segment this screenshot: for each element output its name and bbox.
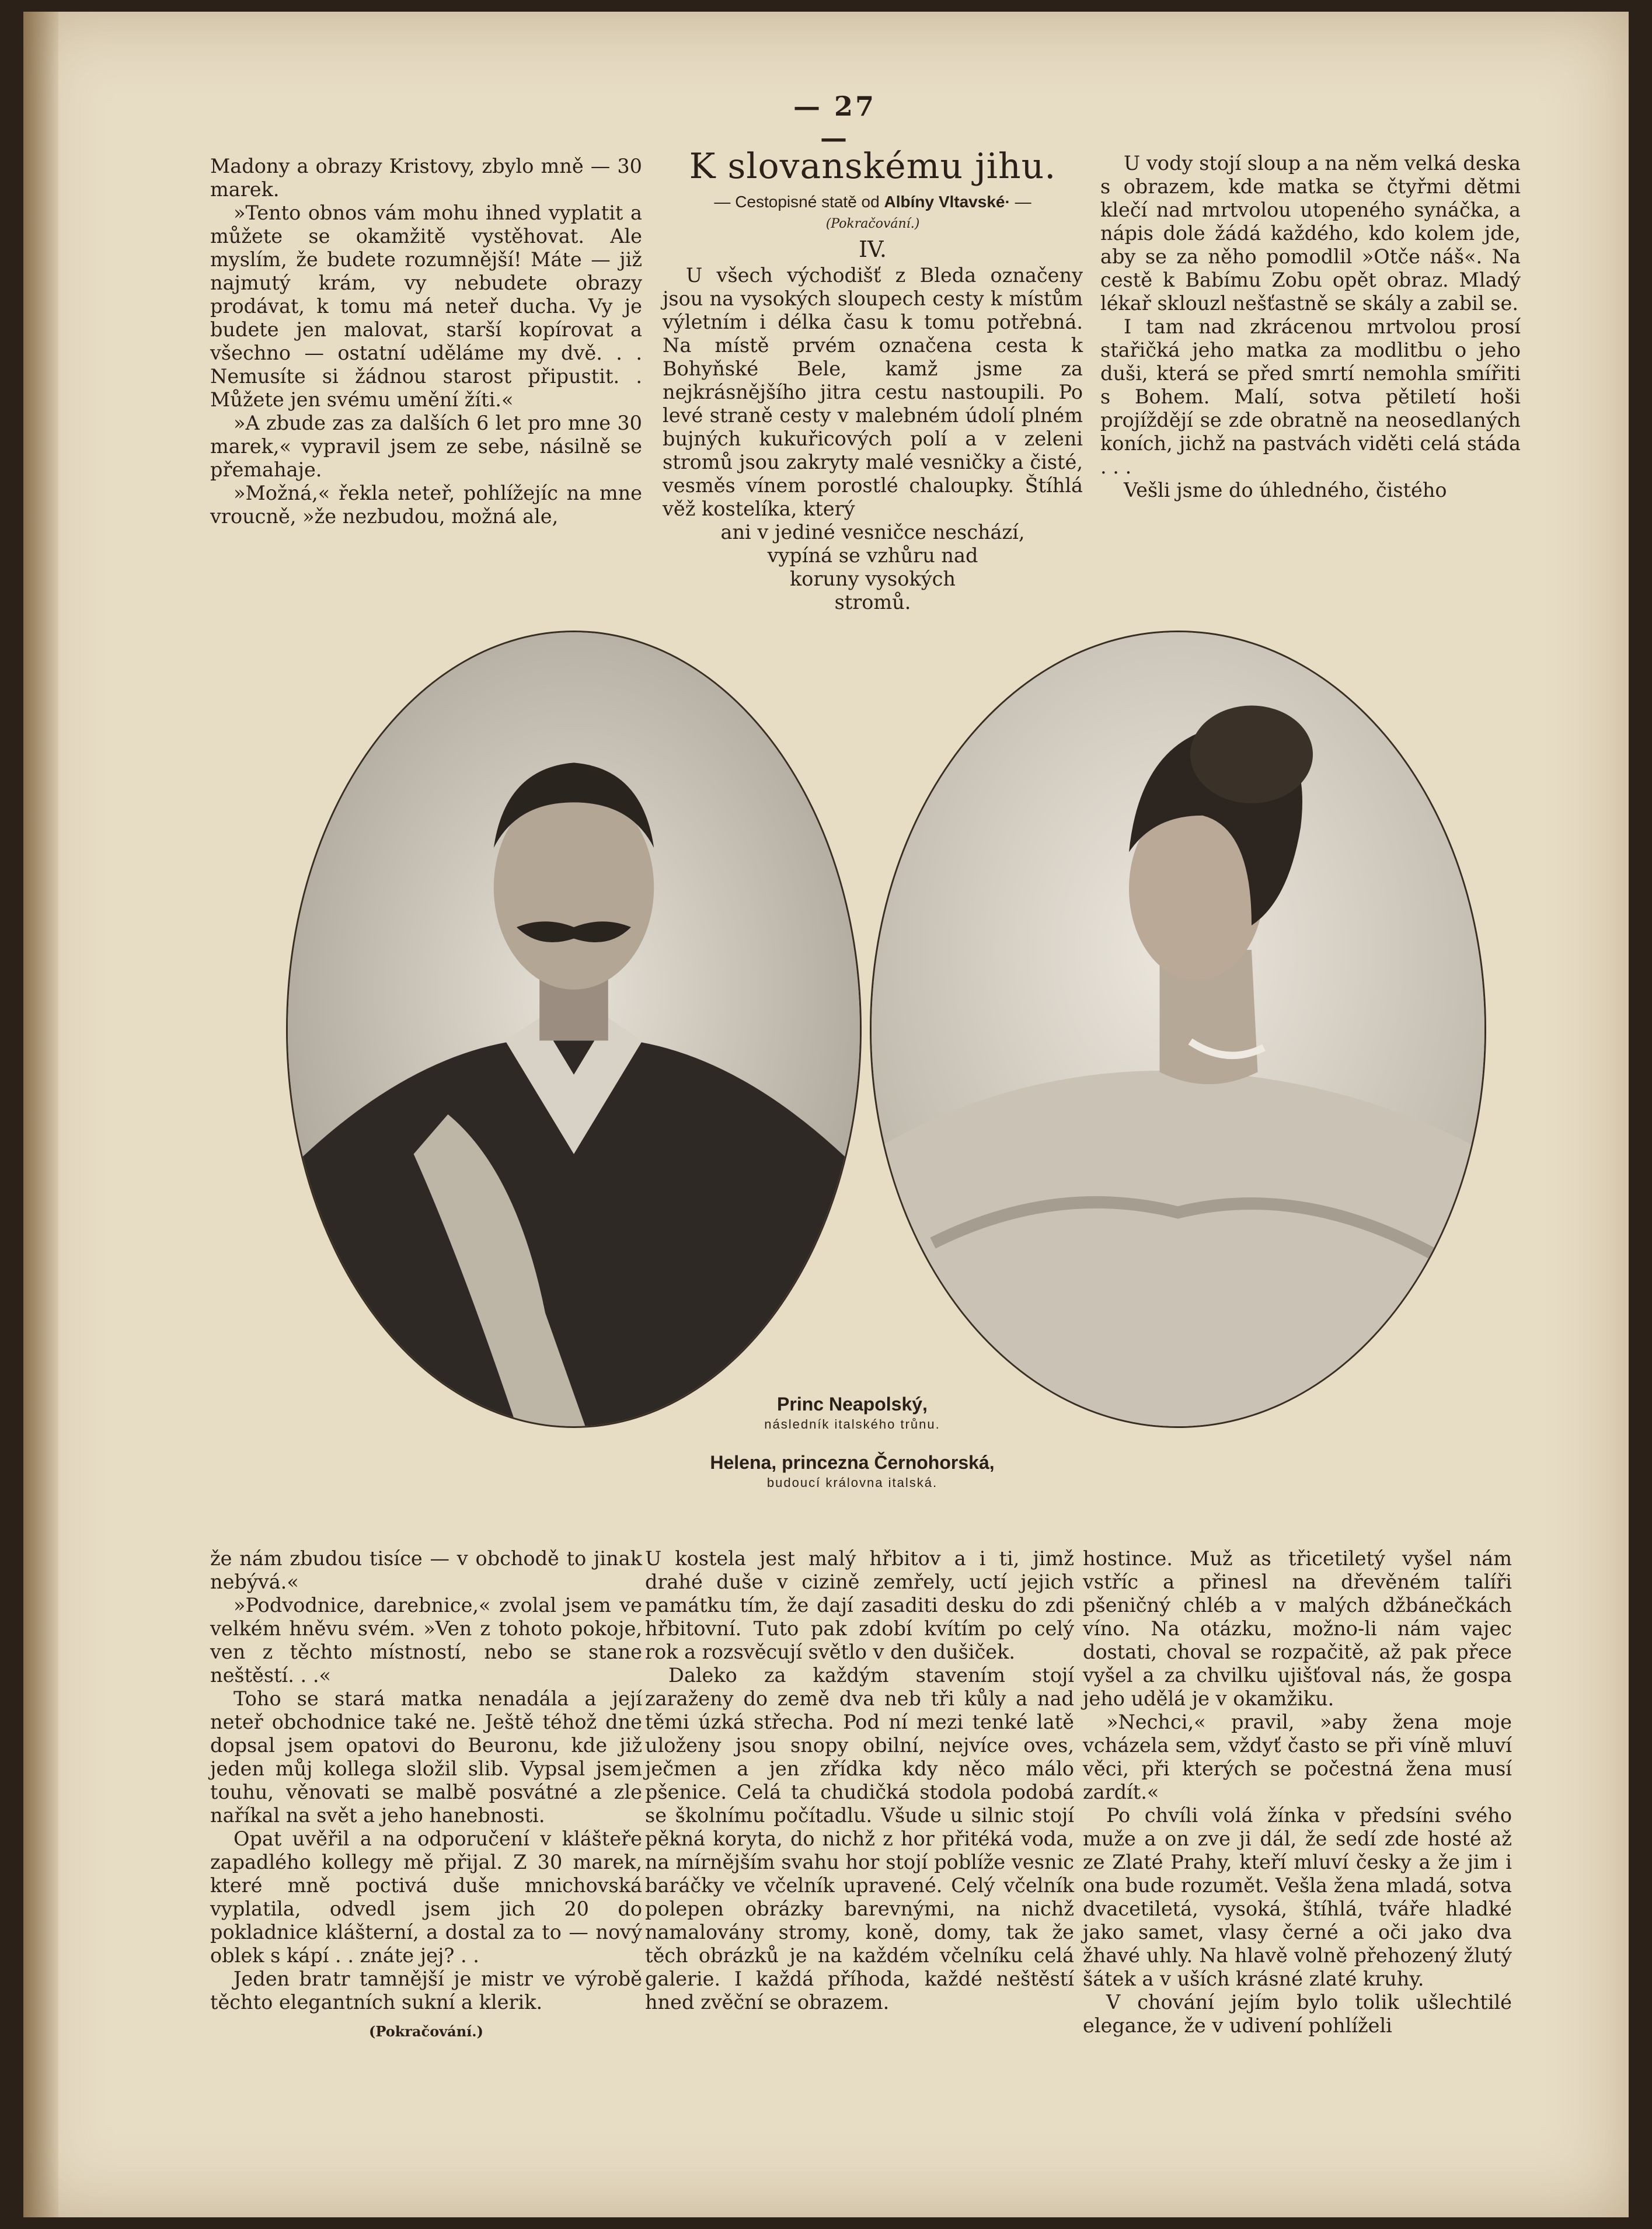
princess-role: budoucí královna italská.: [766, 1475, 938, 1490]
paragraph: Jeden bratr tamnější je mistr ve výrobě těchto elegantních sukní a klerik.: [210, 1967, 642, 2014]
paragraph: že nám zbudou tisíce — v obchodě to jinak nebývá.«: [210, 1547, 642, 1593]
column-1-bottom: [210, 1547, 642, 2043]
paragraph: »A zbude zas za dalších 6 let pro mne 30 marek,« vypravil jsem ze sebe, násilně se přemahaje.: [210, 412, 642, 481]
paragraph: U kostela jest malý hřbitov a i ti, jimž drahé duše v cizině zemřely, uctí jejich památku tím, že dají zasaditi desku do zdi hřbitovní. Tuto pak zdobí kvítím po celý rok a rozsvěcují světlo v den dušiček.: [645, 1547, 1074, 1663]
taper-line: ani v jediné vesničce neschází,: [720, 521, 1025, 544]
subtitle-prefix: — Cestopisné statě od: [714, 193, 880, 211]
binding-gutter: [23, 12, 58, 2217]
paragraph: »Možná,« řekla neteř, pohlížejíc na mne vroucně, »že nezbudou, možná ale,: [210, 482, 642, 528]
princess-photo: [872, 632, 1484, 1426]
subtitle-suffix: —: [1015, 193, 1031, 211]
subtitle-author: Albíny Vltavské·: [884, 193, 1010, 211]
paragraph: U všech východišť z Bleda označeny jsou na vysokých sloupech cesty k místům výletním i délka času k tomu potřebná. Na místě prvém označena cesta k Bohyňské Bele, kamž jsme za nejkrásnějšího jitra cestu nastoupili. Po levé straně cesty v malebném údolí plném bujných kukuřicových polí a v zeleni stromů jsou zakryty malé vesničky a čisté, vesměs vínem porostlé chaloupky. Štíhlá věž kostelíka, který: [663, 264, 1083, 520]
article-column-2-top: [663, 146, 1083, 614]
article-subtitle: [663, 190, 1083, 214]
prince-name: Princ Neapolský,: [777, 1394, 928, 1415]
page-number: — 27 —: [793, 90, 877, 154]
paragraph: »Nechci,« pravil, »aby žena moje vcházela sem, vždyť často se při víně mluví věci, při kterých se počestná žena musí zardít.«: [1083, 1711, 1512, 1803]
portrait-princess: [870, 631, 1486, 1428]
paragraph: Madony a obrazy Kristovy, zbylo mně — 30 marek.: [210, 155, 642, 201]
prince-photo: [288, 632, 860, 1426]
taper-line: vypíná se vzhůru nad: [767, 544, 978, 567]
article-column-2-bottom: [645, 1547, 1074, 2014]
taper-line: koruny vysokých: [790, 567, 956, 590]
caption-prince: [665, 1392, 1039, 1433]
chapter-number: IV.: [859, 236, 887, 262]
paragraph: Po chvíli volá žínka v předsíni svého muže a on zve ji dál, že sedí zde hosté až ze Zlaté Prahy, kteří mluví česky a že jim i ona bude rozumět. Vešla žena mladá, sotva dvacetiletá, vysoká, štíhlá, tváře hladké jako samet, vlasy černé a oči jako dva žhavé uhly. Na hlavě volně přehozený žlutý šátek a v uších krásné zlaté kruhy.: [1083, 1804, 1512, 1990]
princess-name: Helena, princezna Černohorská,: [710, 1452, 995, 1473]
column-1-top: [210, 155, 642, 528]
paragraph: Vešli jsme do úhledného, čistého: [1124, 479, 1447, 501]
article-column-3-bottom: [1083, 1547, 1512, 2038]
paragraph: Opat uvěřil a na odporučení v klášteře zapadlého kollegy mě přijal. Z 30 marek, které mně poctivá duše mnichovská vyplatila, odvedl jsem jich 20 do pokladnice klášterní, a dostal za to — nový oblek s kápí . . znáte jej? . .: [210, 1827, 642, 1967]
magazine-page: [23, 12, 1629, 2217]
paragraph: »Tento obnos vám mohu ihned vyplatit a můžete se okamžitě vystěhovat. Ale myslím, že budete rozumnější! Máte — již najmutý krám, vy nebudete obrazy prodávat, k tomu má neteř ducha. Vy je budete jen malovat, starší kopírovat a všechno — ostatní uděláme my dvě. . . Nemusíte si žádnou starost připustit. . Můžete jen svému umění žíti.«: [210, 201, 642, 411]
paragraph: U vody stojí sloup a na něm velká deska s obrazem, kde matka se čtyřmi dětmi klečí nad mrtvolou utopeného synáčka, a nápis dole žádá každého, kdo kolem jde, aby se za něho pomodlil »Otče náš«. Na cestě k Babímu Zobu opět obraz. Mladý lékař sklouzl nešťastně se skály a zabil se.: [1100, 152, 1521, 315]
paragraph: hostince. Muž as třicetiletý vyšel nám vstříc a přinesl na dřevěném talíři pšeničný chléb a v malých džbánečkách víno. Na otázku, možno-li nám vajec dostati, choval se rozpačitě, až pak přece vyšel a za chvilku ujišťoval nás, že gospa jeho udělá je v okamžiku.: [1083, 1547, 1512, 1710]
paragraph: Toho se stará matka nenadála a její neteř obchodnice také ne. Ještě téhož dne dopsal jsem opatovi do Beuronu, kde již jeden můj kollega složil slib. Vypsal jsem touhu, věnovati se malbě posvátné a zle naříkal na svět a jeho hanebnosti.: [210, 1687, 642, 1827]
article-column-3-top: [1100, 152, 1521, 502]
continued-mark: (Pokračování.): [369, 2023, 483, 2040]
portrait-prince: [286, 631, 862, 1428]
prince-role: následník italského trůnu.: [764, 1417, 940, 1432]
paragraph: I tam nad zkrácenou mrtvolou prosí stařičká jeho matka za modlitbu o jeho duši, která se před smrtí nemohla smířiti s Bohem. Malí, sotva pětiletí hoši projíždějí se zde obratně na neosedlaných koních, jichž na pastvách viděti celá stáda . . .: [1100, 315, 1521, 478]
tapered-text: [663, 521, 1083, 614]
taper-line: stromů.: [834, 591, 911, 614]
paragraph: »Podvodnice, darebnice,« zvolal jsem ve velkém hněvu svém. »Ven z tohoto pokoje, ven z těchto místností, nebo se stane neštěstí. . .«: [210, 1594, 642, 1687]
article-title: K slovanskému jihu.: [689, 146, 1057, 187]
continued-note: (Pokračování.): [825, 217, 920, 231]
paragraph: V chování jejím bylo tolik ušlechtilé elegance, že v udivení pohlíželi: [1083, 1991, 1512, 2037]
paragraph: Daleko za každým stavením stojí zaraženy do země dva neb tři kůly a nad těmi úzká střecha. Pod ní mezi tenké latě uloženy jsou snopy obilní, nejvíce oves, ječmen a jen zřídka kdy něco málo pšenice. Celá ta chudičká stodola podobá se školnímu počítadlu. Všude u silnic stojí pěkná koryta, do nichž z hor přitéká voda, na mírnějším svahu hor stojí poblíže vesnic baráčky ve včelník upravené. Celý včelník polepen obrázky barevnými, na nichž namalovány stromy, koně, domy, tak že těch obrázků je na každém včelníku celá galerie. I každá příhoda, každé neštěstí hned zvěční se obrazem.: [645, 1664, 1074, 2014]
caption-princess: [654, 1451, 1051, 1492]
